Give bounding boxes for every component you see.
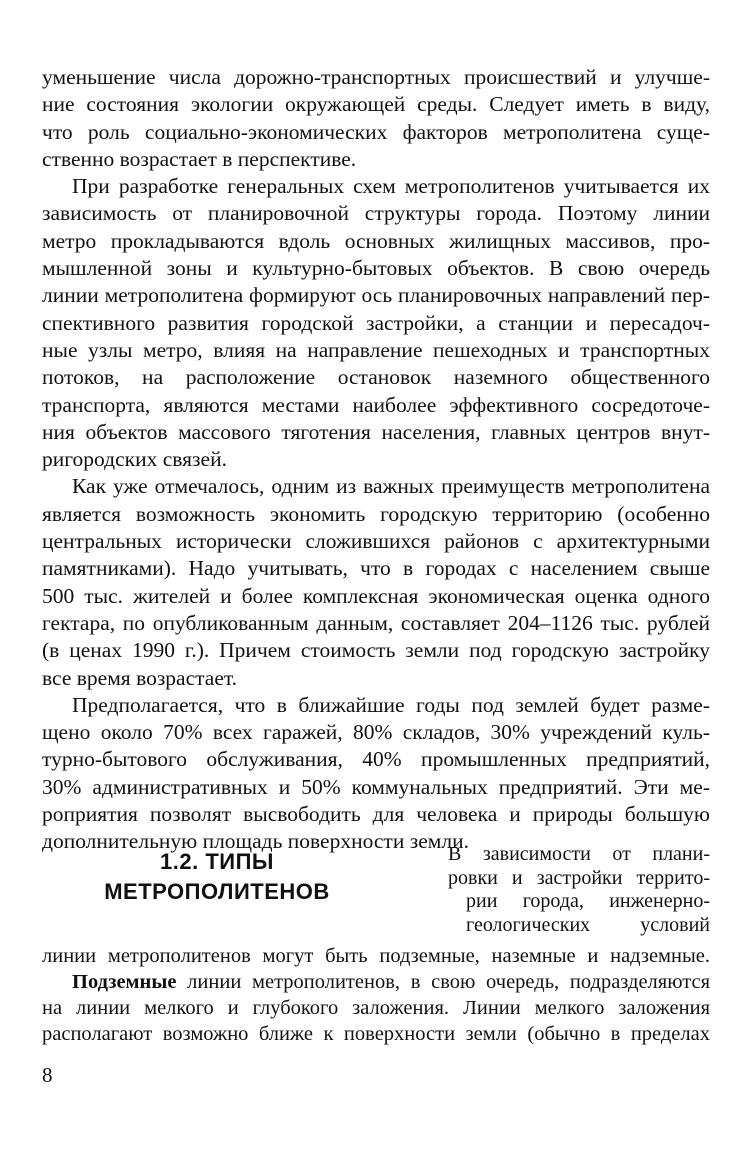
section-title-line2: МЕТРОПОЛИТЕНОВ	[104, 879, 330, 904]
paragraph-2	[42, 173, 710, 473]
text-line: мышленной зоны и культурно-бытовых объектов. В свою очередь	[42, 256, 710, 281]
text-fragment: линии метрополитенов, в свою очередь, подразделяются	[176, 971, 710, 993]
text-line: уменьшение числа дорожно-транспортных происшествий и улучше-	[42, 65, 710, 89]
text-line: транспорта, являются местами наиболее эффективного сосредоточе-	[42, 392, 710, 417]
section-number-title: 1.2. ТИПЫ	[160, 849, 274, 874]
text-line: геологических условий	[466, 913, 710, 936]
text-line: Предполагается, что в ближайшие годы под землей будет разме-	[72, 692, 710, 717]
text-line: Как уже отмечалось, одним из важных преимуществ метрополитена	[72, 474, 710, 499]
paragraph-6	[42, 969, 710, 1047]
text-line: что роль социально-экономических факторов метрополитена суще-	[42, 119, 710, 144]
text-line: на линии мелкого и глубокого заложения. Линии мелкого заложения	[42, 997, 710, 1019]
text-line: ние состояния экологии окружающей среды. Следует иметь в виду,	[42, 92, 710, 117]
paragraph-3	[42, 473, 710, 691]
paragraph-5	[42, 943, 710, 969]
text-line: 500 тыс. жителей и более комплексная экономическая оценка одного	[42, 583, 710, 608]
section-side-text	[448, 843, 710, 937]
page-number: 8	[42, 1063, 53, 1087]
text-line: рии города, инженерно-	[466, 890, 710, 912]
paragraph-4	[42, 692, 710, 856]
text-line: является возможность экономить городскую территорию (особенно	[42, 501, 710, 526]
paragraph-1	[42, 64, 710, 173]
body-text	[42, 64, 710, 856]
text-line: дополнительную площадь поверхности земли.	[42, 829, 469, 854]
text-line: центральных исторически сложившихся районов с архитектурными	[42, 529, 710, 554]
section-heading	[42, 847, 392, 907]
text-line: все время возрастает.	[42, 665, 238, 690]
text-line: ровки и застройки террито-	[448, 866, 710, 889]
section-header	[42, 843, 710, 951]
bold-term: Подземные	[72, 971, 177, 993]
text-line: линии метрополитена формируют ось планировочных направлений пер-	[42, 283, 710, 308]
text-line: ные узлы метро, влияя на направление пешеходных и транспортных	[42, 337, 710, 362]
text-line: роприятия позволят высвободить для человека и природы большую	[42, 802, 710, 827]
text-line: ственно возрастает в перспективе.	[42, 146, 357, 171]
text-line: 30% административных и 50% коммунальных предприятий. Эти ме-	[42, 774, 710, 799]
text-line: гектара, по опубликованным данным, составляет 204–1126 тыс. рублей	[42, 610, 710, 635]
text-line	[42, 969, 710, 995]
text-line: метро прокладываются вдоль основных жилищных массивов, про-	[42, 228, 710, 253]
text-line: памятниками). Надо учитывать, что в городах с населением свыше	[42, 556, 710, 581]
text-line: линии метрополитенов могут быть подземные, наземные и надземные.	[42, 945, 710, 967]
section-body-text	[42, 943, 710, 1047]
text-line: турно-бытового обслуживания, 40% промышленных предприятий,	[42, 747, 710, 772]
text-line: потоков, на расположение остановок наземного общественного	[42, 365, 710, 390]
text-line: ния объектов массового тяготения населения, главных центров внут-	[42, 419, 710, 444]
text-line: спективного развития городской застройки, а станции и пересадоч-	[42, 310, 710, 335]
text-line: располагают возможно ближе к поверхности земли (обычно в пределах	[42, 1023, 710, 1045]
text-line: При разработке генеральных схем метрополитенов учитывается их	[72, 174, 710, 199]
text-line: В зависимости от плани-	[448, 843, 710, 865]
text-line: щено около 70% всех гаражей, 80% складов, 30% учреждений куль-	[42, 720, 710, 745]
text-line: (в ценах 1990 г.). Причем стоимость земли под городскую застройку	[42, 638, 710, 663]
text-line: зависимость от планировочной структуры города. Поэтому линии	[42, 201, 710, 226]
text-line: ригородских связей.	[42, 447, 227, 472]
